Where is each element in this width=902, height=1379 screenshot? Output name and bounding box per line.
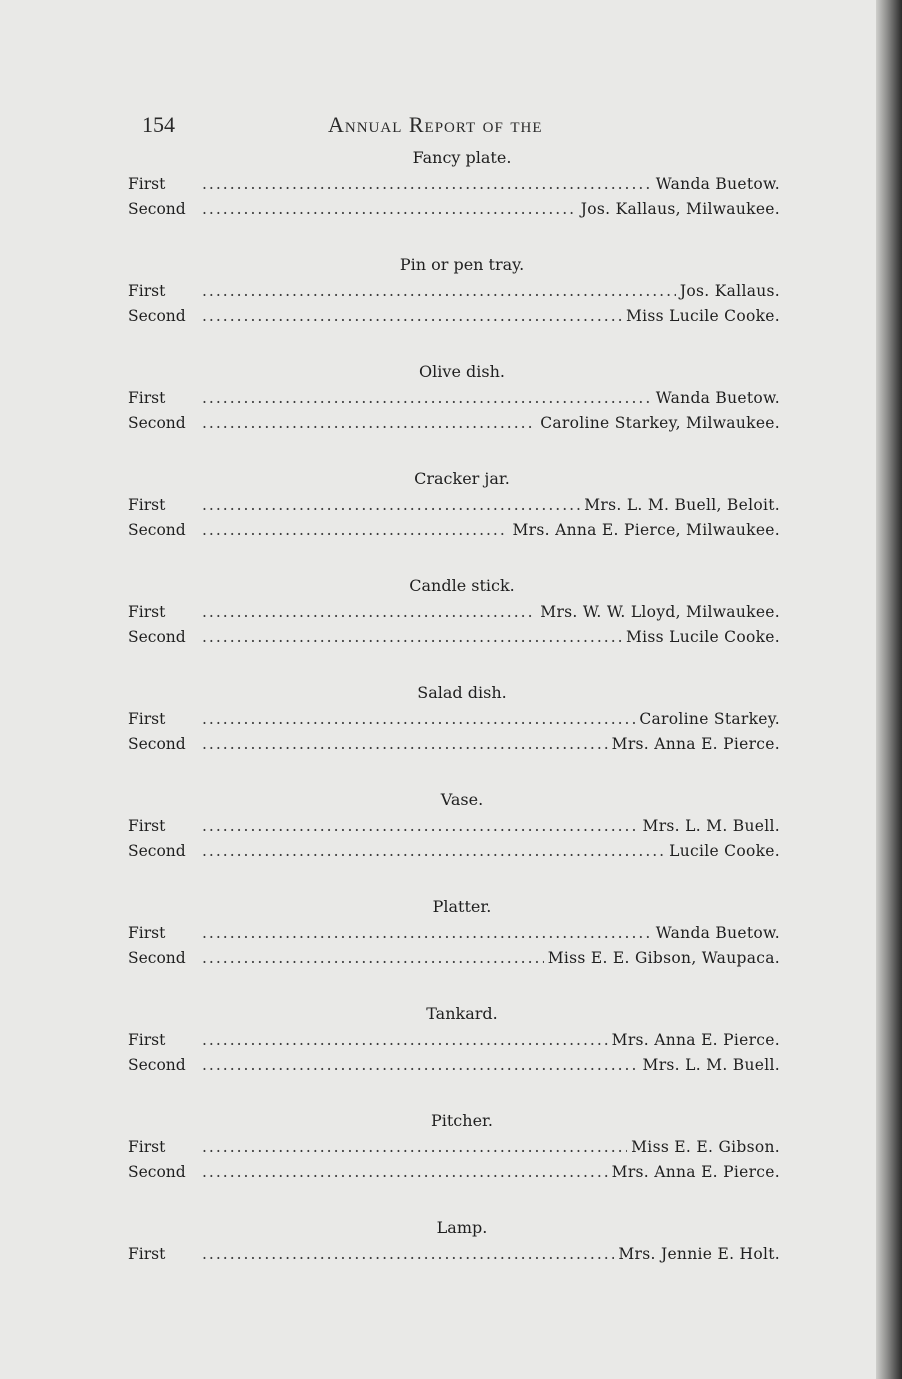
award-entry: [128, 496, 780, 521]
page-edge-shadow: [876, 0, 902, 1379]
winner-name: Miss E. E. Gibson.: [631, 1138, 780, 1156]
award-entry: [128, 414, 780, 439]
award-category: [128, 148, 780, 225]
award-entry: [128, 1245, 780, 1270]
award-category: [128, 469, 780, 546]
dot-leader: [202, 628, 622, 646]
place-label: First: [128, 1138, 166, 1156]
dot-leader: [202, 817, 639, 835]
place-label: Second: [128, 200, 186, 218]
document-page: [128, 108, 780, 1300]
award-entry: [128, 603, 780, 628]
winner-name: Caroline Starkey.: [639, 710, 780, 728]
dot-leader: [202, 496, 580, 514]
page-header: [128, 108, 780, 148]
winner-name: Jos. Kallaus, Milwaukee.: [580, 200, 780, 218]
winner-name: Mrs. Anna E. Pierce.: [611, 735, 780, 753]
place-label: First: [128, 603, 166, 621]
award-entry: [128, 175, 780, 200]
place-label: Second: [128, 949, 186, 967]
category-title: Olive dish.: [419, 362, 505, 381]
awards-list: [128, 148, 780, 1270]
category-title: Tankard.: [426, 1004, 498, 1023]
award-entry: [128, 1163, 780, 1188]
dot-leader: [202, 307, 622, 325]
award-category: [128, 790, 780, 867]
winner-name: Jos. Kallaus.: [679, 282, 780, 300]
dot-leader: [202, 200, 577, 218]
category-title: Pitcher.: [430, 1111, 494, 1130]
category-title: Pin or pen tray.: [399, 255, 525, 274]
winner-name: Mrs. W. W. Lloyd, Milwaukee.: [540, 603, 780, 621]
award-entry: [128, 1138, 780, 1163]
award-entry: [128, 200, 780, 225]
place-label: Second: [128, 842, 186, 860]
category-title: Candle stick.: [409, 576, 515, 595]
category-title: Salad dish.: [417, 683, 507, 702]
award-category: [128, 362, 780, 439]
award-entry: [128, 710, 780, 735]
dot-leader: [202, 1163, 608, 1181]
category-title: Platter.: [432, 897, 492, 916]
dot-leader: [202, 842, 665, 860]
award-entry: [128, 817, 780, 842]
running-title: Annual Report of the: [328, 112, 543, 137]
award-category: [128, 1111, 780, 1188]
winner-name: Mrs. L. M. Buell, Beloit.: [584, 496, 780, 514]
winner-name: Miss Lucile Cooke.: [625, 307, 780, 325]
award-entry: [128, 521, 780, 546]
place-label: Second: [128, 628, 186, 646]
award-entry: [128, 1031, 780, 1056]
award-entry: [128, 389, 780, 414]
dot-leader: [202, 389, 652, 407]
place-label: First: [128, 496, 166, 514]
winner-name: Miss Lucile Cooke.: [625, 628, 780, 646]
dot-leader: [202, 175, 652, 193]
dot-leader: [202, 1056, 639, 1074]
award-entry: [128, 924, 780, 949]
award-entry: [128, 628, 780, 653]
category-title: Cracker jar.: [414, 469, 510, 488]
dot-leader: [202, 1031, 608, 1049]
place-label: First: [128, 710, 166, 728]
winner-name: Mrs. Anna E. Pierce.: [611, 1163, 780, 1181]
place-label: First: [128, 1245, 166, 1263]
category-title: Fancy plate.: [412, 148, 512, 167]
award-entry: [128, 282, 780, 307]
award-entry: [128, 842, 780, 867]
place-label: Second: [128, 521, 186, 539]
dot-leader: [202, 735, 608, 753]
place-label: Second: [128, 414, 186, 432]
dot-leader: [202, 1138, 627, 1156]
winner-name: Wanda Buetow.: [655, 175, 780, 193]
page-number: 154: [142, 112, 175, 137]
award-category: [128, 1218, 780, 1270]
dot-leader: [202, 924, 652, 942]
winner-name: Mrs. Anna E. Pierce.: [611, 1031, 780, 1049]
winner-name: Wanda Buetow.: [655, 389, 780, 407]
place-label: First: [128, 389, 166, 407]
winner-name: Caroline Starkey, Milwaukee.: [540, 414, 780, 432]
award-entry: [128, 1056, 780, 1081]
dot-leader: [202, 603, 536, 621]
award-category: [128, 683, 780, 760]
winner-name: Lucile Cooke.: [669, 842, 780, 860]
winner-name: Mrs. Jennie E. Holt.: [618, 1245, 780, 1263]
award-category: [128, 255, 780, 332]
place-label: First: [128, 924, 166, 942]
dot-leader: [202, 1245, 614, 1263]
place-label: First: [128, 175, 166, 193]
category-title: Lamp.: [436, 1218, 488, 1237]
category-title: Vase.: [440, 790, 484, 809]
winner-name: Wanda Buetow.: [655, 924, 780, 942]
winner-name: Mrs. Anna E. Pierce, Milwaukee.: [512, 521, 780, 539]
winner-name: Miss E. E. Gibson, Waupaca.: [547, 949, 780, 967]
award-category: [128, 576, 780, 653]
dot-leader: [202, 521, 508, 539]
dot-leader: [202, 710, 635, 728]
award-entry: [128, 949, 780, 974]
place-label: Second: [128, 1056, 186, 1074]
winner-name: Mrs. L. M. Buell.: [642, 817, 780, 835]
award-entry: [128, 735, 780, 760]
place-label: First: [128, 282, 166, 300]
dot-leader: [202, 414, 536, 432]
award-category: [128, 1004, 780, 1081]
award-category: [128, 897, 780, 974]
dot-leader: [202, 949, 544, 967]
place-label: Second: [128, 1163, 186, 1181]
place-label: Second: [128, 735, 186, 753]
winner-name: Mrs. L. M. Buell.: [642, 1056, 780, 1074]
award-entry: [128, 307, 780, 332]
place-label: First: [128, 817, 166, 835]
place-label: Second: [128, 307, 186, 325]
dot-leader: [202, 282, 676, 300]
place-label: First: [128, 1031, 166, 1049]
